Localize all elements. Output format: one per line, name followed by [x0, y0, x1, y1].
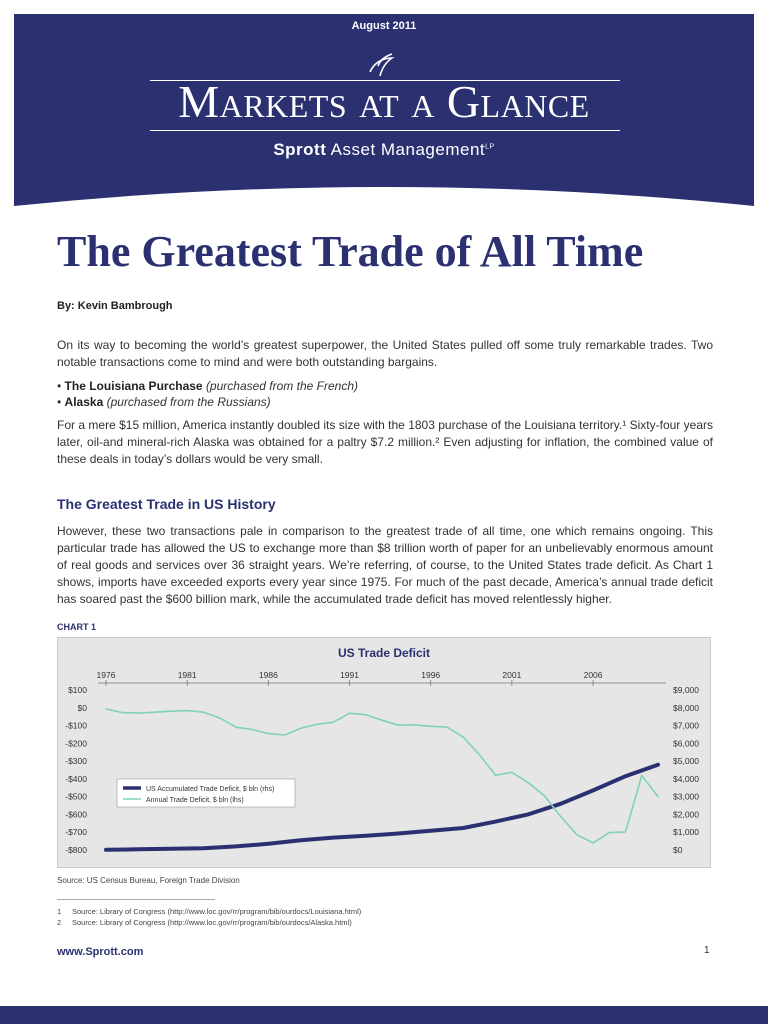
footnote-1 — [57, 907, 361, 916]
x-tick-label: 1996 — [421, 670, 441, 680]
left-tick-label: -$600 — [65, 809, 87, 820]
x-tick-label: 1981 — [177, 670, 197, 680]
right-tick-label: $8,000 — [673, 702, 699, 713]
list-item-note: (purchased from the Russians) — [106, 395, 271, 409]
right-tick-label: $2,000 — [673, 809, 699, 820]
company-name-rest: Asset Management — [330, 140, 486, 159]
list-item-name: Alaska — [64, 395, 104, 409]
list-item-note: (purchased from the French) — [205, 379, 358, 393]
left-tick-label: $0 — [77, 702, 87, 713]
right-tick-label: $3,000 — [673, 791, 699, 802]
article-title: The Greatest Trade of All Time — [57, 227, 644, 276]
brand-rule-bottom — [150, 130, 620, 131]
footnote-text: Source: Library of Congress (http://www.loc.gov/rr/program/bib/ourdocs/Louisiana.html) — [72, 907, 362, 916]
annual-deficit-line — [106, 709, 658, 843]
company-name-sup: LP — [485, 143, 495, 151]
right-tick-label: $5,000 — [673, 756, 699, 767]
chart-source: Source: US Census Bureau, Foreign Trade Division — [57, 876, 240, 885]
website-link[interactable]: www.Sprott.com — [57, 946, 144, 958]
chart-title: US Trade Deficit — [337, 646, 431, 660]
legend-label: US Accumulated Trade Deficit, $ bln (rhs) — [146, 786, 275, 793]
x-tick-label: 2001 — [502, 670, 522, 680]
left-tick-label: -$700 — [65, 827, 87, 838]
left-tick-label: -$800 — [65, 845, 87, 855]
issue-date: August 2011 — [351, 20, 417, 32]
x-tick-label: 2006 — [583, 670, 603, 680]
right-tick-label: $7,000 — [673, 720, 699, 731]
footnote-divider — [57, 899, 215, 900]
right-tick-label: $9,000 — [673, 685, 699, 695]
x-tick-label: 1986 — [258, 670, 278, 680]
right-tick-label: $1,000 — [673, 827, 699, 838]
left-tick-label: -$400 — [65, 773, 87, 784]
brand-title — [0, 74, 768, 130]
chart-label: CHART 1 — [57, 622, 97, 632]
purchase-list — [57, 378, 358, 410]
third-paragraph: However, these two transactions pale in comparison to the greatest trade of all time, one which remains ongoing. This particular trade has allowed the US to exchange more than $8 trillion worth of paper for an unbelievably enormous amount of real goods and services over 36 straight years. We’re referring, of course, to the United States trade deficit. As Chart 1 shows, imports have exceeded exports every year since 1975. For much of the past decade, America’s annual trade deficit has soared past the $600 billion mark, while the accumulated trade deficit has moved relentlessly higher. — [57, 524, 713, 606]
footnote-text: Source: Library of Congress (http://www.loc.gov/rr/program/bib/ourdocs/Alaska.html) — [72, 918, 352, 927]
company-name-bold: Sprott — [273, 140, 327, 159]
footnote-2 — [57, 918, 352, 927]
footnote-number: 2 — [57, 918, 62, 927]
right-tick-label: $6,000 — [673, 738, 699, 749]
right-tick-label: $4,000 — [673, 773, 699, 784]
footer-bar — [0, 1006, 768, 1024]
list-item-name: The Louisiana Purchase — [64, 379, 203, 393]
left-tick-label: -$200 — [65, 738, 87, 749]
legend-label: Annual Trade Deficit, $ bln (lhs) — [146, 797, 244, 804]
footnote-number: 1 — [57, 907, 62, 916]
left-tick-label: -$300 — [65, 756, 87, 767]
left-tick-label: -$500 — [65, 791, 87, 802]
intro-paragraph: On its way to becoming the world’s greatest superpower, the United States pulled off some truly remarkable trades. Two notable transactions come to mind and were both outstanding bargains. — [57, 338, 713, 369]
x-tick-label: 1976 — [96, 670, 116, 680]
x-tick-label: 1991 — [340, 670, 359, 680]
second-paragraph: For a mere $15 million, America instantly doubled its size with the 1803 purchase of the Louisiana territory.¹ Sixty-four years later, oil-and mineral-rich Alaska was obtained for a paltry $7.2 million.² Even adjusting for inflation, the combined value of these deals in today’s dollars would be very small. — [57, 418, 713, 466]
right-tick-label: $0 — [673, 845, 683, 855]
page-number: 1 — [704, 945, 710, 956]
list-item: • The Louisiana Purchase (purchased from the French) — [57, 379, 358, 393]
left-tick-label: $100 — [68, 685, 87, 695]
byline: By: Kevin Bambrough — [57, 300, 173, 312]
trade-deficit-chart — [57, 637, 711, 868]
left-tick-label: -$100 — [65, 720, 87, 731]
list-item: • Alaska (purchased from the Russians) — [57, 395, 271, 409]
company-name — [0, 140, 768, 160]
section-heading: The Greatest Trade in US History — [57, 496, 276, 512]
brand-title-text: Markets at a Glance — [178, 76, 590, 127]
